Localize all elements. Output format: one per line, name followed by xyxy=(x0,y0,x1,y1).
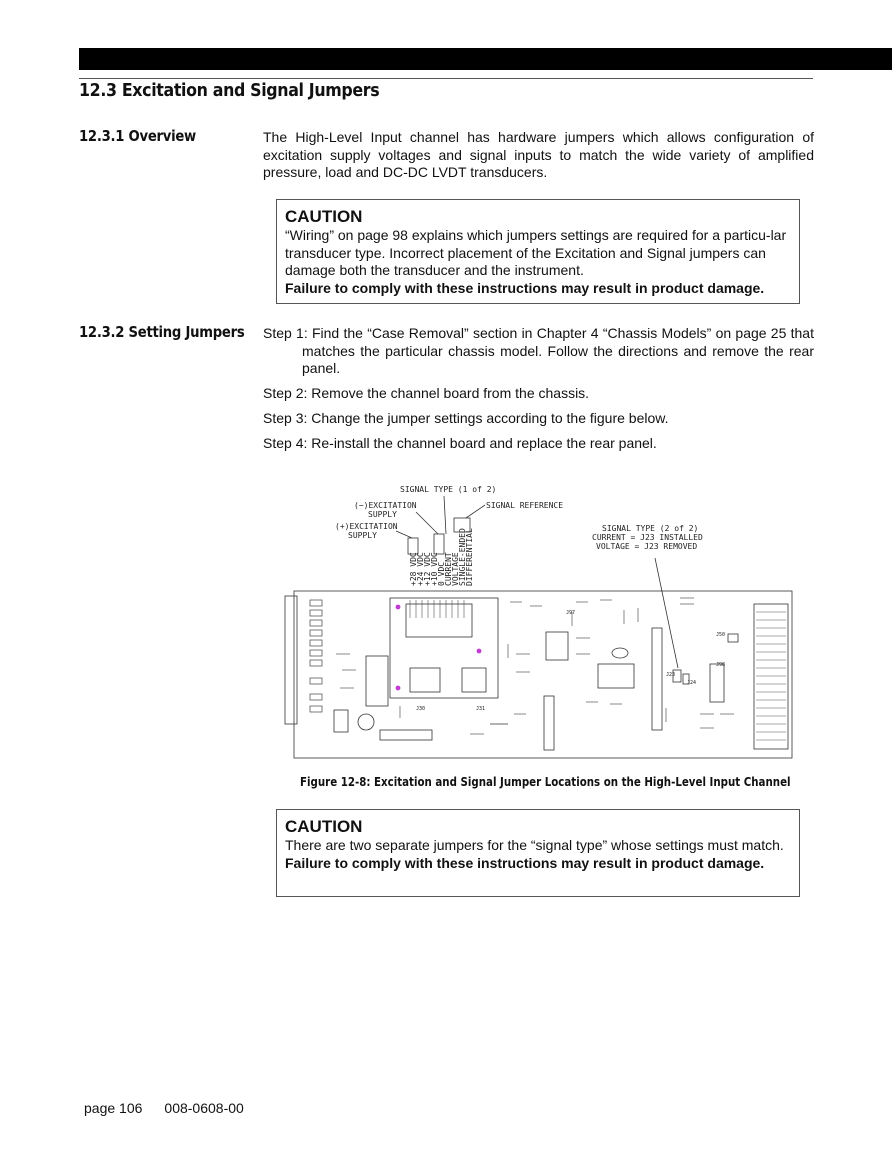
caution-title: CAUTION xyxy=(285,207,363,226)
label-signal-reference: SIGNAL REFERENCE xyxy=(486,501,564,510)
caution-text: There are two separate jumpers for the “signal type” whose settings must match. xyxy=(285,837,784,853)
option-12vdc: +12 VDC xyxy=(423,552,432,586)
label-signal-type-2: SIGNAL TYPE (2 of 2) xyxy=(602,524,699,533)
jumper-option-labels xyxy=(409,528,474,586)
header-rule xyxy=(79,78,813,79)
overview-text: The High-Level Input channel has hardware jumpers which allows configuration of excitation supply voltages and signal inputs to match the wide variety of amplified pressure, load and DC-DC LVDT transducers. xyxy=(263,129,814,180)
caution-title: CAUTION xyxy=(285,817,363,836)
label-neg-supply: SUPPLY xyxy=(368,510,397,519)
figure-caption: Figure 12-8: Excitation and Signal Jumper Locations on the High-Level Input Channel xyxy=(300,774,791,789)
option-differential: DIFFERENTIAL xyxy=(465,528,474,586)
option-current: CURRENT xyxy=(444,552,453,586)
step-3: Step 3: Change the jumper settings according to the figure below. xyxy=(263,410,669,426)
board-outline xyxy=(294,591,792,758)
label-j98: J98 xyxy=(716,662,726,668)
jumper-markers xyxy=(396,605,482,691)
label-voltage: VOLTAGE = J23 REMOVED xyxy=(596,542,698,551)
document-number: 008-0608-00 xyxy=(164,1100,244,1116)
option-10vdc: +10 VDC xyxy=(430,552,439,586)
label-j50: J50 xyxy=(716,632,726,638)
label-pos-supply: SUPPLY xyxy=(348,531,377,540)
label-signal-type-1: SIGNAL TYPE (1 of 2) xyxy=(400,485,497,494)
caution-warning: Failure to comply with these instructions may result in product damage. xyxy=(285,279,765,296)
setting-heading: 12.3.2 Setting Jumpers xyxy=(79,323,245,341)
label-j23: J23 xyxy=(666,672,676,678)
caution-text: “Wiring” on page 98 explains which jumpers settings are required for a particu-lar transducer type. Incorrect placement of the Excitation and Signal jumpers can damage both the transducer and the instrument. xyxy=(285,227,787,278)
step-2: Step 2: Remove the channel board from the chassis. xyxy=(263,385,590,401)
label-j24: J24 xyxy=(687,680,697,686)
label-neg-excitation: (−)EXCITATION xyxy=(354,501,417,510)
caution-box-1 xyxy=(276,199,800,304)
page-number: page 106 xyxy=(84,1100,143,1116)
option-28vdc: +28 VDC xyxy=(409,552,418,586)
caution-warning: Failure to comply with these instructions may result in product damage. xyxy=(285,854,765,871)
circuit-board-drawing xyxy=(280,478,800,763)
caution-box-2 xyxy=(276,809,800,897)
page-footer xyxy=(84,1100,266,1116)
header-bar xyxy=(79,48,892,70)
label-pos-excitation: (+)EXCITATION xyxy=(335,522,398,531)
step-1: Step 1: Find the “Case Removal” section in Chapter 4 “Chassis Models” on page 25 that matches the particular chassis model. Follow the directions and remove the rear panel. xyxy=(263,325,814,376)
option-0vdc: 0 VDC xyxy=(437,561,446,586)
label-j30: J30 xyxy=(416,706,426,712)
jumper-diagram xyxy=(280,478,800,763)
overview-heading: 12.3.1 Overview xyxy=(79,127,196,145)
option-voltage: VOLTAGE xyxy=(451,552,460,586)
label-current: CURRENT = J23 INSTALLED xyxy=(592,533,703,542)
step-4: Step 4: Re-install the channel board and replace the rear panel. xyxy=(263,435,657,451)
option-24vdc: +24 VDC xyxy=(416,552,425,586)
section-title: 12.3 Excitation and Signal Jumpers xyxy=(79,80,380,101)
option-single-ended: SINGLE-ENDED xyxy=(458,528,467,586)
label-j97: J97 xyxy=(566,610,576,616)
label-j31: J31 xyxy=(476,706,486,712)
